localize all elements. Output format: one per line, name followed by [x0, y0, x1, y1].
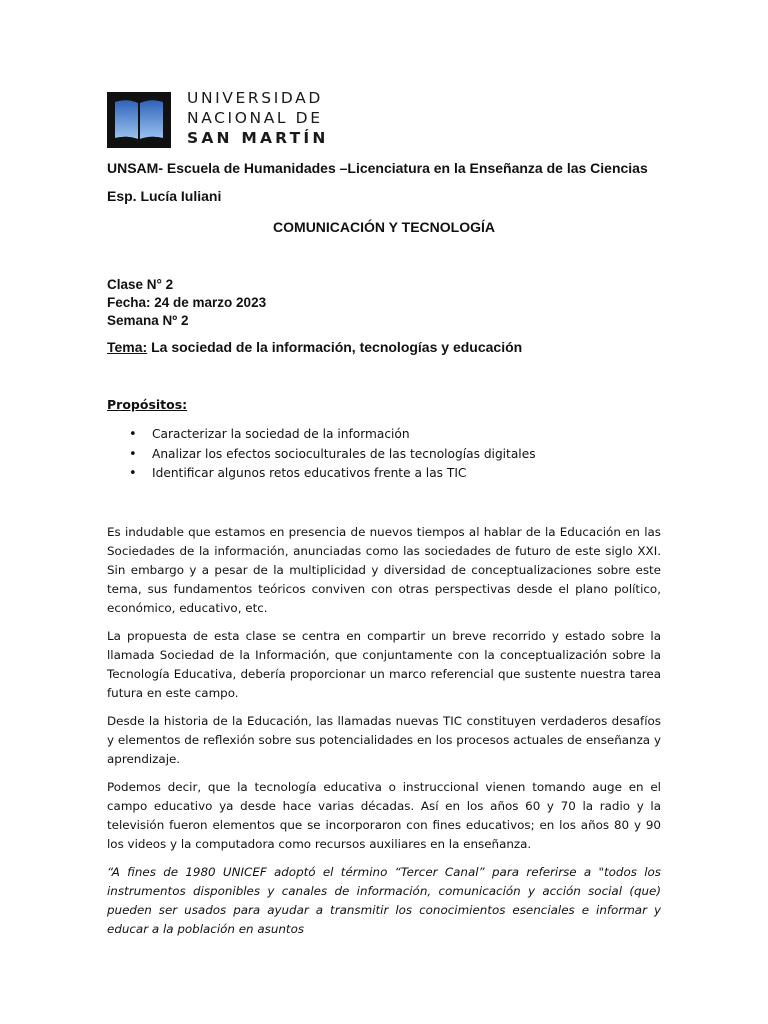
open-book-icon — [107, 92, 171, 148]
logo-line-2: NACIONAL DE — [187, 109, 323, 127]
bullet-icon: • — [129, 427, 137, 442]
school-heading: UNSAM- Escuela de Humanidades –Licenciatura en la Enseñanza de las Ciencias — [107, 160, 648, 176]
author-name: Esp. Lucía Iuliani — [107, 188, 222, 204]
topic-text: La sociedad de la información, tecnologías y educación — [147, 339, 523, 355]
class-number: Clase N° 2 — [107, 277, 174, 292]
list-item: • Analizar los efectos socioculturales de las tecnologías digitales — [107, 445, 536, 465]
list-item: • Identificar algunos retos educativos frente a las TIC — [107, 464, 536, 484]
list-item: • Caracterizar la sociedad de la información — [107, 425, 536, 445]
purposes-heading: Propósitos: — [107, 397, 188, 412]
class-week: Semana Nº 2 — [107, 313, 189, 328]
bullet-icon: • — [129, 446, 137, 462]
topic-label: Tema: — [107, 339, 148, 355]
topic-line — [107, 339, 522, 355]
university-wordmark — [187, 88, 329, 148]
purposes-list — [107, 425, 536, 484]
body-paragraph: Podemos decir, que la tecnología educativa o instruccional vienen tomando auge en el campo educativo ya desde hace varias décadas. Así en los años 60 y 70 la radio y la televisión fueron elementos que se incorporaron con fines educativos; en los años 80 y 90 los videos y la computadora como recursos auxiliares en la enseñanza. — [107, 780, 661, 851]
document-title: COMUNICACIÓN Y TECNOLOGÍA — [273, 219, 495, 235]
class-date: Fecha: 24 de marzo 2023 — [107, 295, 267, 310]
class-info — [107, 276, 266, 330]
body-paragraph: Es indudable que estamos en presencia de nuevos tiempos al hablar de la Educación en las Sociedades de la información, anunciadas como las sociedades de futuro de este siglo XXI. Sin embargo y a pesar de la multiplicidad y diversidad de conceptualizaciones sobre este tema, sus fundamentos teóricos conviven con otras perspectivas desde el plano político, económico, educativo, etc. — [107, 525, 661, 615]
body-paragraph: La propuesta de esta clase se centra en compartir un breve recorrido y estado sobre la llamada Sociedad de la Información, que conjuntamente con la conceptualización sobre la Tecnología Educativa, debería proporcionar un marco referencial que sustente nuestra tarea futura en este campo. — [107, 629, 661, 700]
body-paragraph: Desde la historia de la Educación, las llamadas nuevas TIC constituyen verdaderos desafíos y elementos de reflexión sobre sus potencialidades en los procesos actuales de enseñanza y aprendizaje. — [107, 714, 661, 766]
logo-line-3: SAN MARTÍN — [187, 129, 329, 147]
bullet-icon: • — [129, 466, 137, 481]
quote-paragraph: “A fines de 1980 UNICEF adoptó el término “Tercer Canal” para referirse a "todos los instrumentos disponibles y canales de información, comunicación y acción social (que) pueden ser usados para ayudar a transmitir los conocimientos esenciales e informar y educar a la población en asuntos — [107, 865, 661, 936]
logo-line-1: UNIVERSIDAD — [187, 89, 323, 107]
university-logo — [107, 88, 329, 150]
